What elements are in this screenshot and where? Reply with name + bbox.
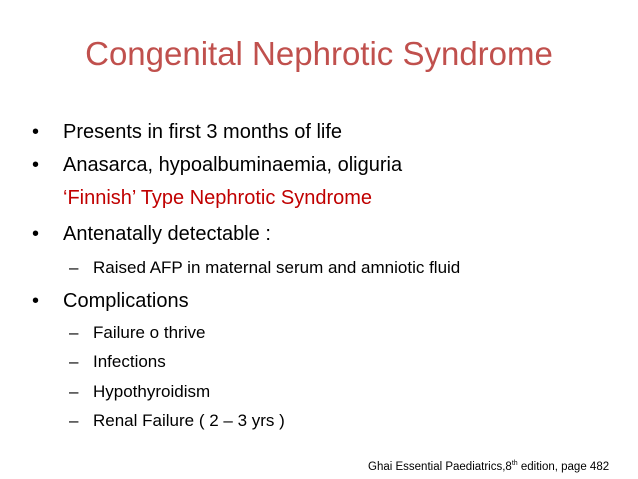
dash-icon: – <box>69 411 79 430</box>
bullet-anasarca: Anasarca, hypoalbuminaemia, oliguria <box>63 154 403 176</box>
finnish-type-text: ‘Finnish’ Type Nephrotic Syndrome <box>63 187 373 209</box>
dash-icon: – <box>69 352 79 371</box>
citation-text-end: edition, page 482 <box>517 461 610 473</box>
bullet-icon: • <box>32 223 40 245</box>
dash-icon: – <box>69 382 79 401</box>
subitem-hypothyroidism: Hypothyroidism <box>93 382 211 401</box>
bullet-antenatally: Antenatally detectable : <box>63 223 271 245</box>
citation-text: Ghai Essential Paediatrics,8 <box>368 461 512 473</box>
bullet-icon: • <box>32 154 40 176</box>
slide-title: Congenital Nephrotic Syndrome <box>85 35 553 72</box>
subitem-infections: Infections <box>93 352 166 371</box>
bullet-presents: Presents in first 3 months of life <box>63 121 343 143</box>
bullet-complications: Complications <box>63 290 189 312</box>
bullet-icon: • <box>32 121 40 143</box>
subitem-failure-thrive: Failure o thrive <box>93 323 206 342</box>
bullet-icon: • <box>32 290 40 312</box>
dash-icon: – <box>69 258 79 277</box>
citation-superscript: th <box>511 460 518 468</box>
dash-icon: – <box>69 323 79 342</box>
subitem-raised-afp: Raised AFP in maternal serum and amniotic fluid <box>93 258 461 277</box>
citation <box>368 459 609 475</box>
subitem-renal-failure: Renal Failure ( 2 – 3 yrs ) <box>93 411 285 430</box>
